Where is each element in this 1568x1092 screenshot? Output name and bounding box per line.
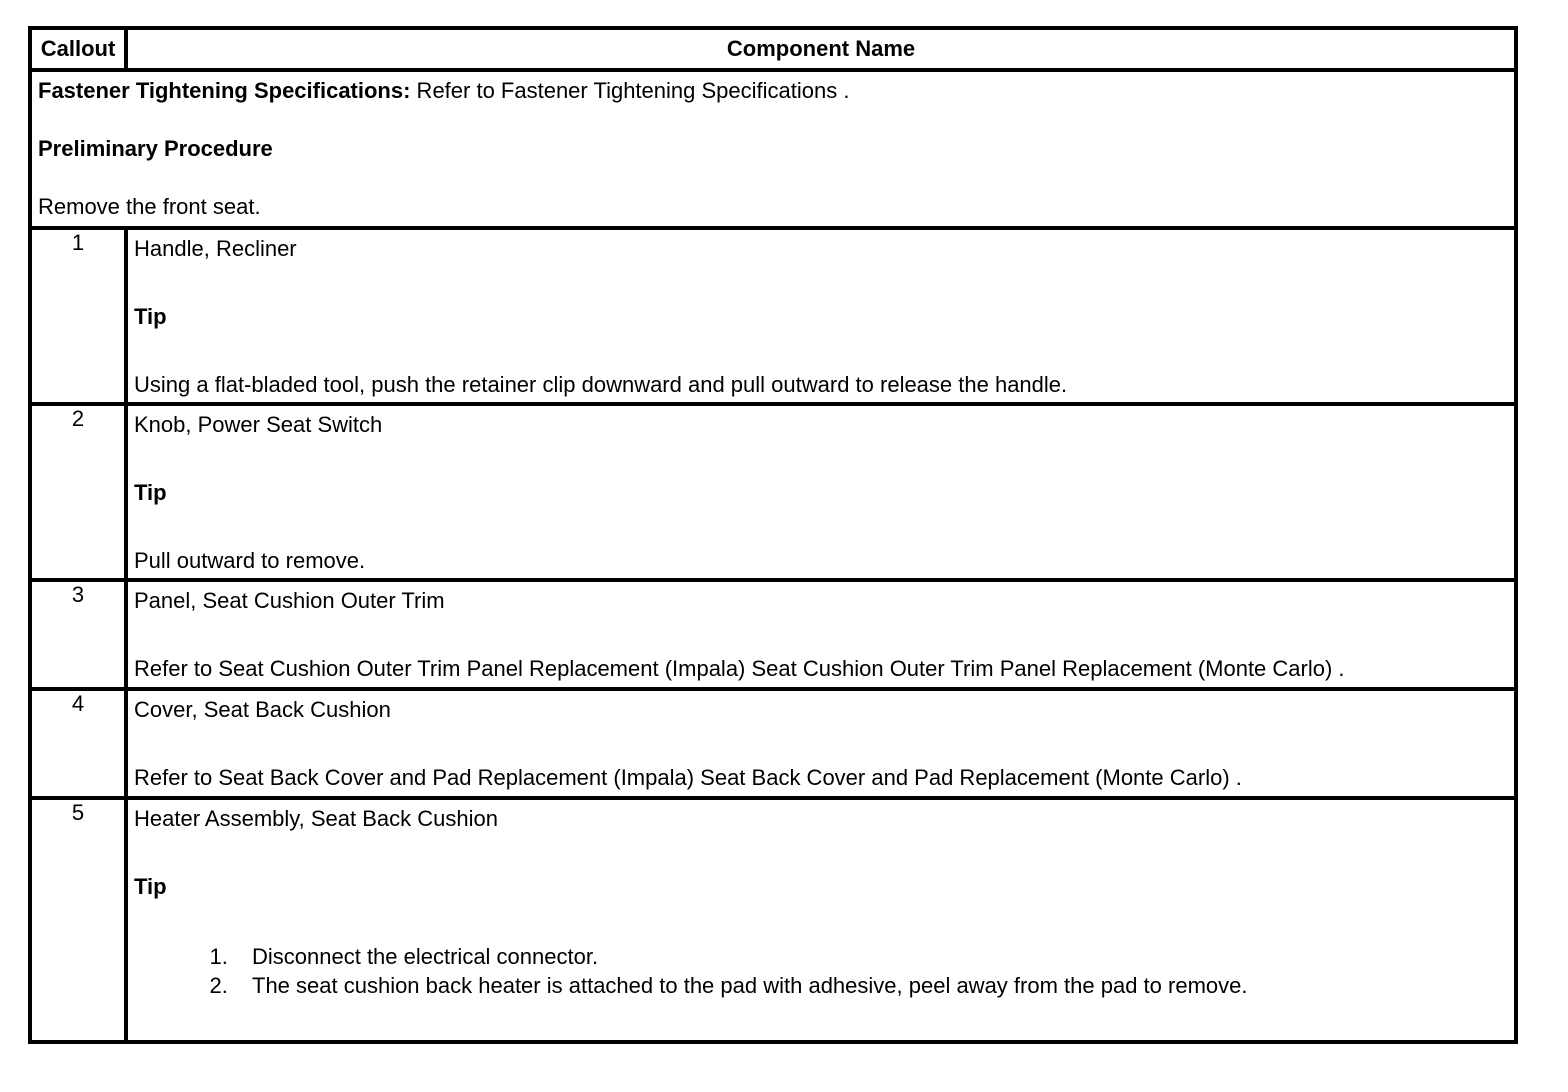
header-row: [30, 28, 1516, 70]
component-instruction: Pull outward to remove.: [134, 548, 366, 573]
component-name: Panel, Seat Cushion Outer Trim: [134, 588, 445, 613]
component-cell: [126, 689, 1516, 798]
component-name: Cover, Seat Back Cushion: [134, 697, 391, 722]
callout-number: 1: [30, 228, 126, 404]
component-column-header: Component Name: [126, 28, 1516, 70]
fastener-spec-label: Fastener Tightening Specifications:: [38, 78, 411, 103]
callout-number: 4: [30, 689, 126, 798]
fastener-spec-line: [38, 78, 1508, 108]
component-name: Knob, Power Seat Switch: [134, 412, 383, 437]
callout-column-header: Callout: [30, 28, 126, 70]
component-table: [28, 26, 1518, 1044]
component-cell: [126, 404, 1516, 580]
tip-heading: Tip: [134, 874, 167, 899]
intro-cell: [30, 70, 1516, 228]
list-item: 1. Disconnect the electrical connector.: [234, 942, 1508, 971]
preliminary-procedure-heading: Preliminary Procedure: [38, 136, 273, 161]
component-instruction: Using a flat-bladed tool, push the retainer clip downward and pull outward to release the handle.: [134, 372, 1068, 397]
table-row: [30, 798, 1516, 1042]
callout-number: 5: [30, 798, 126, 1042]
tip-heading: Tip: [134, 304, 167, 329]
component-name: Heater Assembly, Seat Back Cushion: [134, 806, 498, 831]
component-cell: [126, 228, 1516, 404]
list-item: 2. The seat cushion back heater is attached to the pad with adhesive, peel away from the pad to remove.: [234, 971, 1508, 1000]
component-table-container: [28, 26, 1518, 1044]
component-name: Handle, Recliner: [134, 236, 297, 261]
component-instruction: Refer to Seat Cushion Outer Trim Panel Replacement (Impala) Seat Cushion Outer Trim Panel Replacement (Monte Carlo) .: [134, 656, 1345, 681]
preliminary-procedure-text: Remove the front seat.: [38, 194, 261, 219]
fastener-spec-text: Refer to Fastener Tightening Specifications .: [410, 78, 850, 103]
tip-heading: Tip: [134, 480, 167, 505]
table-row: [30, 228, 1516, 404]
table-row: [30, 689, 1516, 798]
component-instruction: Refer to Seat Back Cover and Pad Replacement (Impala) Seat Back Cover and Pad Replacement (Monte Carlo) .: [134, 765, 1242, 790]
callout-number: 3: [30, 580, 126, 689]
table-row: [30, 580, 1516, 689]
callout-number: 2: [30, 404, 126, 580]
tip-steps-list: [134, 942, 1508, 1000]
component-cell: [126, 580, 1516, 689]
intro-row: [30, 70, 1516, 228]
table-row: [30, 404, 1516, 580]
component-cell: [126, 798, 1516, 1042]
